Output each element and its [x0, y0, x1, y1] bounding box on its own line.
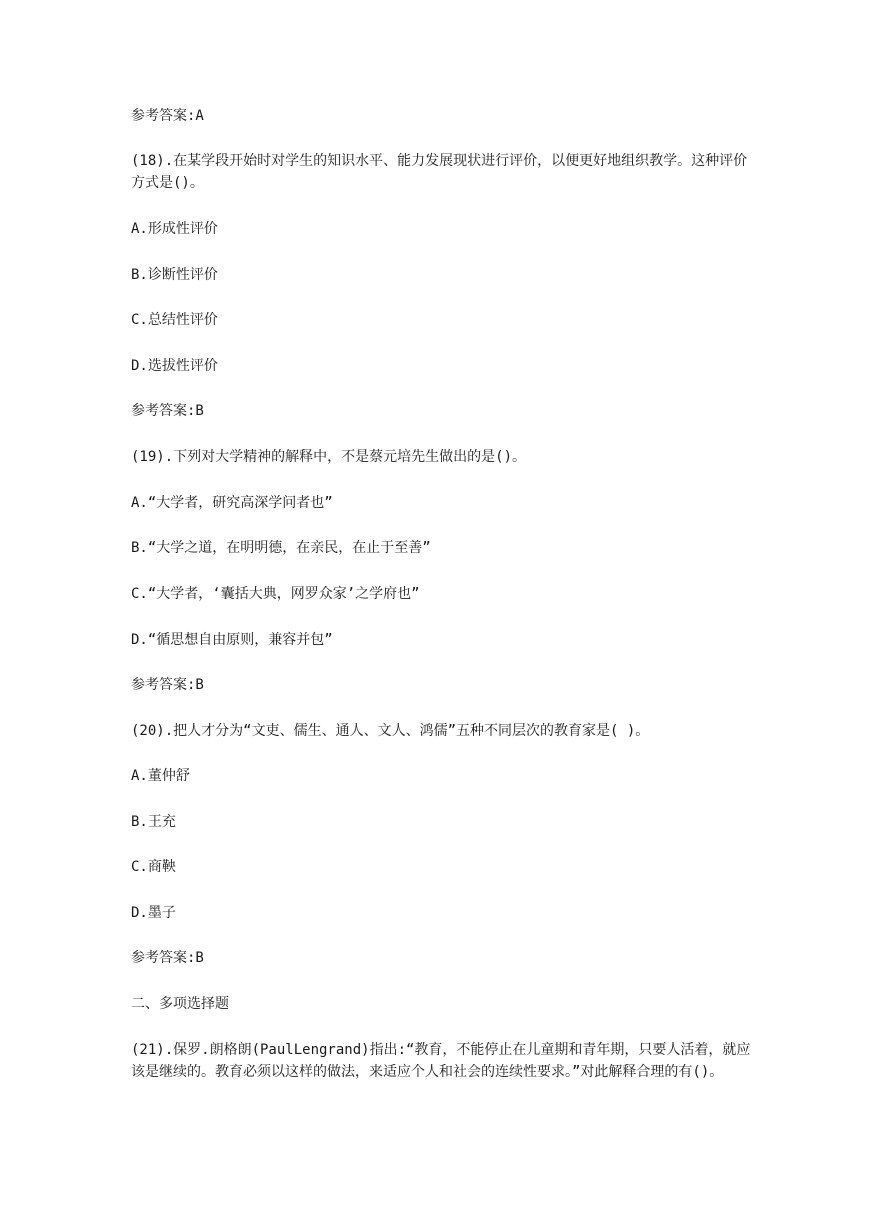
- answer-20: 参考答案:B: [131, 950, 204, 966]
- q18-option-a: A.形成性评价: [131, 221, 218, 237]
- answer-18: 参考答案:B: [131, 403, 204, 419]
- question-20: (20).把人才分为“文吏、儒生、通人、文人、鸿儒”五种不同层次的教育家是( )。: [131, 723, 650, 739]
- question-19: (19).下列对大学精神的解释中，不是蔡元培先生做出的是()。: [131, 449, 526, 465]
- q20-option-a: A.董仲舒: [131, 768, 190, 784]
- section-heading-multiple-choice: 二、多项选择题: [131, 996, 229, 1012]
- question-18: (18).在某学段开始时对学生的知识水平、能力发展现状进行评价，以便更好地组织教学。这种评价方式是()。: [131, 153, 748, 191]
- answer-19: 参考答案:B: [131, 677, 204, 693]
- q20-option-d: D.墨子: [131, 905, 176, 921]
- q20-option-c: C.商鞅: [131, 859, 176, 875]
- q18-option-c: C.总结性评价: [131, 312, 218, 328]
- q18-option-d: D.选拔性评价: [131, 358, 218, 374]
- q19-option-b: B.“大学之道，在明明德，在亲民，在止于至善”: [131, 540, 431, 556]
- q19-option-c: C.“大学者，‘囊括大典，网罗众家’之学府也”: [131, 586, 420, 602]
- q19-option-a: A.“大学者，研究高深学问者也”: [131, 495, 333, 511]
- q20-option-b: B.王充: [131, 814, 176, 830]
- q18-option-b: B.诊断性评价: [131, 267, 218, 283]
- question-21: (21).保罗.朗格朗(PaulLengrand)指出:“教育，不能停止在儿童期和青年期，只要人活着，就应该是继续的。教育必须以这样的做法，来适应个人和社会的连续性要求。”对此解释合理的有()。: [131, 1042, 751, 1080]
- answer-17: 参考答案:A: [131, 108, 204, 124]
- q19-option-d: D.“循思想自由原则，兼容并包”: [131, 632, 333, 648]
